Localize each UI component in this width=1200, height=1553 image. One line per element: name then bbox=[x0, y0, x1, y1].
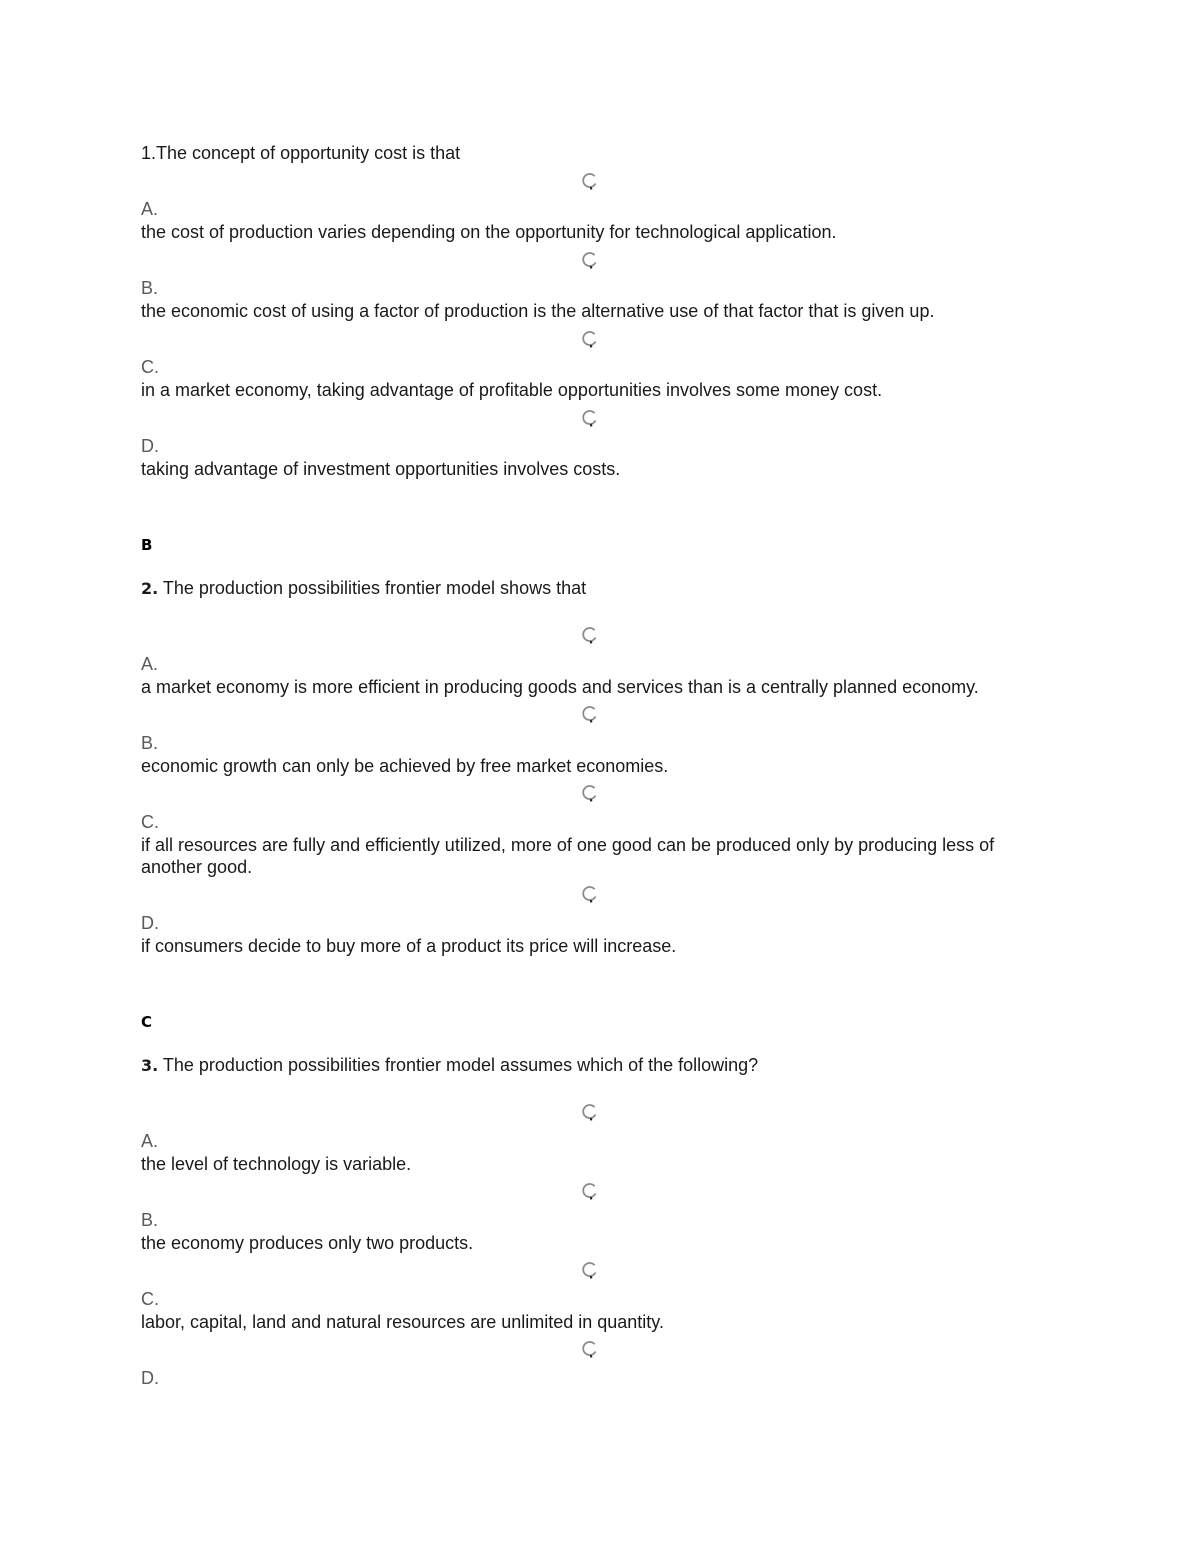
question-2-option-d-text: if consumers decide to buy more of a product its price will increase. bbox=[141, 936, 677, 956]
radio-button-icon[interactable] bbox=[581, 170, 599, 192]
question-2-option-a-text: a market economy is more efficient in producing goods and services than is a centrally planned economy. bbox=[141, 677, 979, 697]
question-2-option-d-letter: D. bbox=[141, 913, 159, 933]
question-3-option-b-text: the economy produces only two products. bbox=[141, 1233, 474, 1253]
question-1-option-a-letter: A. bbox=[141, 199, 159, 219]
question-3-option-c-letter: C. bbox=[141, 1289, 159, 1309]
question-2 bbox=[141, 577, 586, 600]
radio-button-icon[interactable] bbox=[581, 624, 599, 646]
question-3-option-a-text: the level of technology is variable. bbox=[141, 1154, 412, 1174]
question-1-option-b-text: the economic cost of using a factor of production is the alternative use of that factor that is given up. bbox=[141, 301, 935, 321]
question-3-option-a-letter: A. bbox=[141, 1131, 159, 1151]
radio-button-icon[interactable] bbox=[581, 407, 599, 429]
question-1-option-a-text: the cost of production varies depending on the opportunity for technological application. bbox=[141, 222, 837, 242]
radio-button-icon[interactable] bbox=[581, 1259, 599, 1281]
question-1-option-c-text: in a market economy, taking advantage of profitable opportunities involves some money cost. bbox=[141, 380, 883, 400]
radio-button-icon[interactable] bbox=[581, 1338, 599, 1360]
question-2-answer: C bbox=[141, 1013, 153, 1031]
question-2-option-b-letter: B. bbox=[141, 733, 159, 753]
radio-button-icon[interactable] bbox=[581, 249, 599, 271]
question-2-text: The production possibilities frontier model shows that bbox=[158, 578, 587, 598]
radio-button-icon[interactable] bbox=[581, 328, 599, 350]
radio-button-icon[interactable] bbox=[581, 782, 599, 804]
question-3-option-c-text: labor, capital, land and natural resources are unlimited in quantity. bbox=[141, 1312, 664, 1332]
question-3-option-d-letter: D. bbox=[141, 1368, 159, 1388]
question-1-option-d-text: taking advantage of investment opportunities involves costs. bbox=[141, 459, 621, 479]
question-1-answer: B bbox=[141, 536, 153, 554]
question-3-number: 3. bbox=[141, 1056, 159, 1075]
question-1-text: The concept of opportunity cost is that bbox=[156, 143, 461, 163]
question-1-option-d-letter: D. bbox=[141, 436, 159, 456]
question-1-number: 1. bbox=[141, 143, 157, 163]
question-1-option-b-letter: B. bbox=[141, 278, 159, 298]
question-3-text: The production possibilities frontier model assumes which of the following? bbox=[158, 1055, 759, 1075]
question-2-option-a-letter: A. bbox=[141, 654, 159, 674]
question-1-option-c-letter: C. bbox=[141, 357, 159, 377]
radio-button-icon[interactable] bbox=[581, 703, 599, 725]
question-3-option-b-letter: B. bbox=[141, 1210, 159, 1230]
radio-button-icon[interactable] bbox=[581, 1101, 599, 1123]
question-2-option-b-text: economic growth can only be achieved by free market economies. bbox=[141, 756, 669, 776]
question-3 bbox=[141, 1054, 758, 1077]
question-1 bbox=[141, 142, 460, 164]
question-2-option-c-text: if all resources are fully and efficiently utilized, more of one good can be produced only by producing less of another good. bbox=[141, 835, 995, 877]
radio-button-icon[interactable] bbox=[581, 883, 599, 905]
question-2-number: 2. bbox=[141, 579, 159, 598]
radio-button-icon[interactable] bbox=[581, 1180, 599, 1202]
question-2-option-c-letter: C. bbox=[141, 812, 159, 832]
